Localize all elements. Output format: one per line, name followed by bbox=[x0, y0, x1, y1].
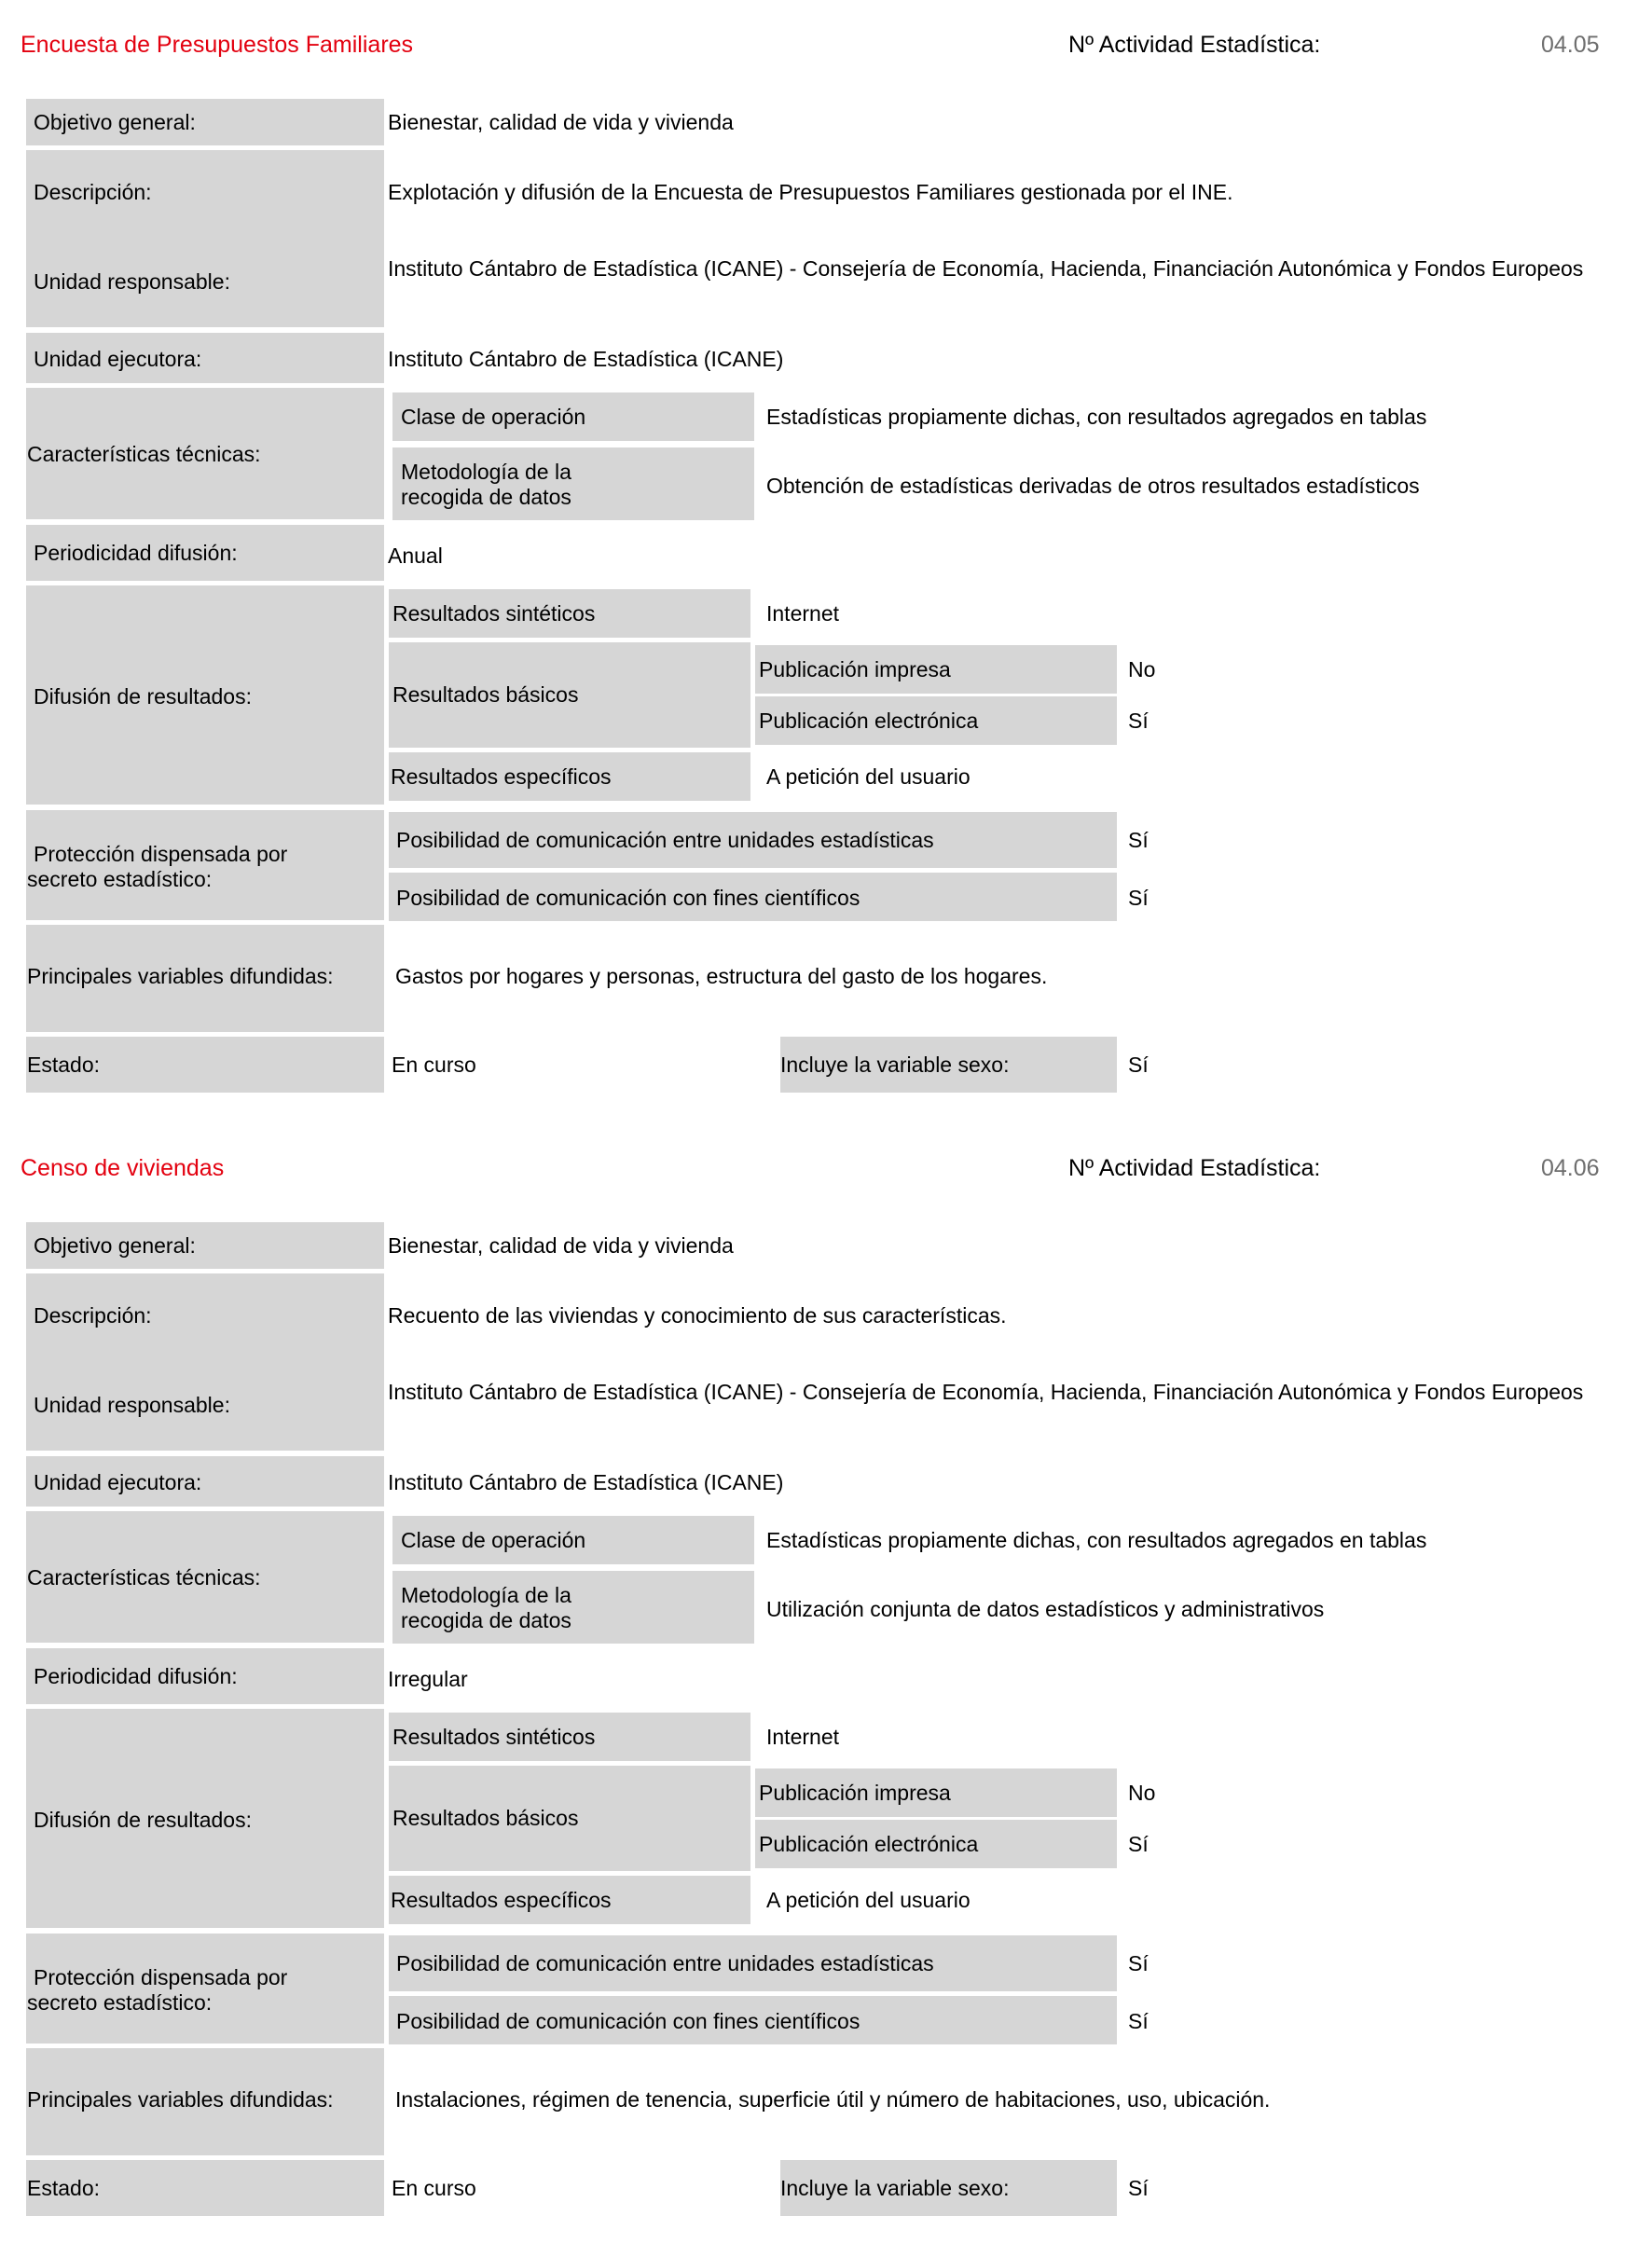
res-basicos-label: Resultados básicos bbox=[392, 1806, 579, 1830]
clase-operacion-label: Clase de operación bbox=[401, 1528, 586, 1552]
pub-electronica-label: Publicación electrónica bbox=[759, 1832, 979, 1856]
objetivo-value: Bienestar, calidad de vida y vivienda bbox=[388, 1233, 734, 1258]
res-basicos-label: Resultados básicos bbox=[392, 682, 579, 707]
pub-impresa-value: No bbox=[1128, 1781, 1156, 1805]
descripcion-label-cell bbox=[26, 150, 384, 327]
com-unidades-label: Posibilidad de comunicación entre unidades estadísticas bbox=[396, 828, 934, 852]
incluye-sexo-value: Sí bbox=[1128, 2176, 1149, 2200]
activity-number-value: 04.05 bbox=[1541, 32, 1600, 58]
estado-value: En curso bbox=[392, 1053, 476, 1077]
periodicidad-label: Periodicidad difusión: bbox=[34, 541, 238, 565]
unidad-responsable-value: Instituto Cántabro de Estadística (ICANE) - Consejería de Economía, Hacienda, Financiación Autonómica y Fondos Europeos bbox=[388, 1380, 1584, 1404]
metodologia-value: Utilización conjunta de datos estadísticos y administrativos bbox=[766, 1597, 1325, 1621]
variables-value: Gastos por hogares y personas, estructura del gasto de los hogares. bbox=[395, 964, 1048, 988]
difusion-label: Difusión de resultados: bbox=[34, 1808, 252, 1832]
variables-label: Principales variables difundidas: bbox=[27, 964, 334, 988]
metodologia-label-line1: Metodología de la bbox=[401, 460, 571, 484]
res-sinteticos-label: Resultados sintéticos bbox=[392, 1725, 596, 1749]
pub-electronica-value: Sí bbox=[1128, 709, 1149, 733]
res-sinteticos-label: Resultados sintéticos bbox=[392, 601, 596, 626]
descripcion-value: Explotación y difusión de la Encuesta de Presupuestos Familiares gestionada por el INE. bbox=[388, 180, 1233, 204]
clase-operacion-value: Estadísticas propiamente dichas, con resultados agregados en tablas bbox=[766, 1528, 1427, 1552]
pub-impresa-label: Publicación impresa bbox=[759, 657, 951, 681]
periodicidad-value: Anual bbox=[388, 544, 443, 568]
res-sinteticos-value: Internet bbox=[766, 601, 839, 626]
res-especificos-value: A petición del usuario bbox=[766, 764, 971, 789]
periodicidad-value: Irregular bbox=[388, 1667, 468, 1691]
clase-operacion-label: Clase de operación bbox=[401, 405, 586, 429]
res-especificos-value: A petición del usuario bbox=[766, 1888, 971, 1912]
variables-value: Instalaciones, régimen de tenencia, superficie útil y número de habitaciones, uso, ubicación. bbox=[395, 2087, 1271, 2112]
unidad-ejecutora-label: Unidad ejecutora: bbox=[34, 1470, 202, 1494]
objetivo-value: Bienestar, calidad de vida y vivienda bbox=[388, 110, 734, 134]
descripcion-label: Descripción: bbox=[34, 180, 152, 204]
estado-value: En curso bbox=[392, 2176, 476, 2200]
proteccion-label-line1: Protección dispensada por bbox=[34, 842, 288, 866]
activity-number-label: Nº Actividad Estadística: bbox=[1068, 1155, 1321, 1181]
objetivo-label: Objetivo general: bbox=[34, 1233, 196, 1258]
difusion-label: Difusión de resultados: bbox=[34, 684, 252, 709]
unidad-responsable-value: Instituto Cántabro de Estadística (ICANE) - Consejería de Economía, Hacienda, Financiación Autonómica y Fondos Europeos bbox=[388, 256, 1584, 281]
proteccion-label-line2: secreto estadístico: bbox=[27, 867, 213, 891]
unidad-responsable-label: Unidad responsable: bbox=[34, 269, 230, 294]
proteccion-label-line1: Protección dispensada por bbox=[34, 1965, 288, 1989]
activity-number-label: Nº Actividad Estadística: bbox=[1068, 32, 1321, 58]
caracteristicas-label: Características técnicas: bbox=[27, 1565, 261, 1590]
metodologia-label-line2: recogida de datos bbox=[401, 1608, 571, 1632]
descripcion-label-cell bbox=[26, 1273, 384, 1451]
operation-section bbox=[0, 0, 1652, 1119]
operation-title: Censo de viviendas bbox=[21, 1155, 225, 1181]
estado-label: Estado: bbox=[27, 2176, 100, 2200]
pub-impresa-value: No bbox=[1128, 657, 1156, 681]
res-especificos-label: Resultados específicos bbox=[391, 764, 612, 789]
descripcion-label: Descripción: bbox=[34, 1303, 152, 1328]
proteccion-label-line2: secreto estadístico: bbox=[27, 1990, 213, 2015]
caracteristicas-label: Características técnicas: bbox=[27, 442, 261, 466]
pub-electronica-value: Sí bbox=[1128, 1832, 1149, 1856]
com-unidades-label: Posibilidad de comunicación entre unidades estadísticas bbox=[396, 1951, 934, 1975]
com-unidades-value: Sí bbox=[1128, 1951, 1149, 1975]
com-cientificos-value: Sí bbox=[1128, 886, 1149, 910]
variables-label: Principales variables difundidas: bbox=[27, 2087, 334, 2112]
metodologia-label-line1: Metodología de la bbox=[401, 1583, 571, 1607]
unidad-responsable-label: Unidad responsable: bbox=[34, 1393, 230, 1417]
objetivo-label: Objetivo general: bbox=[34, 110, 196, 134]
estado-label: Estado: bbox=[27, 1053, 100, 1077]
com-cientificos-label: Posibilidad de comunicación con fines científicos bbox=[396, 886, 860, 910]
clase-operacion-value: Estadísticas propiamente dichas, con resultados agregados en tablas bbox=[766, 405, 1427, 429]
metodologia-label-line2: recogida de datos bbox=[401, 485, 571, 509]
incluye-sexo-label: Incluye la variable sexo: bbox=[780, 2176, 1010, 2200]
section-header bbox=[0, 1123, 1652, 1179]
descripcion-value: Recuento de las viviendas y conocimiento de sus características. bbox=[388, 1303, 1007, 1328]
incluye-sexo-label: Incluye la variable sexo: bbox=[780, 1053, 1010, 1077]
unidad-ejecutora-value: Instituto Cántabro de Estadística (ICANE) bbox=[388, 1470, 784, 1494]
metodologia-value: Obtención de estadísticas derivadas de otros resultados estadísticos bbox=[766, 474, 1420, 498]
com-unidades-value: Sí bbox=[1128, 828, 1149, 852]
periodicidad-label: Periodicidad difusión: bbox=[34, 1664, 238, 1688]
operation-section bbox=[0, 1123, 1652, 2251]
unidad-ejecutora-value: Instituto Cántabro de Estadística (ICANE) bbox=[388, 347, 784, 371]
pub-impresa-label: Publicación impresa bbox=[759, 1781, 951, 1805]
pub-electronica-label: Publicación electrónica bbox=[759, 709, 979, 733]
res-sinteticos-value: Internet bbox=[766, 1725, 839, 1749]
section-header bbox=[0, 0, 1652, 56]
com-cientificos-value: Sí bbox=[1128, 2009, 1149, 2033]
unidad-ejecutora-label: Unidad ejecutora: bbox=[34, 347, 202, 371]
activity-number-value: 04.06 bbox=[1541, 1155, 1600, 1181]
operation-title: Encuesta de Presupuestos Familiares bbox=[21, 32, 414, 58]
com-cientificos-label: Posibilidad de comunicación con fines científicos bbox=[396, 2009, 860, 2033]
res-especificos-label: Resultados específicos bbox=[391, 1888, 612, 1912]
incluye-sexo-value: Sí bbox=[1128, 1053, 1149, 1077]
